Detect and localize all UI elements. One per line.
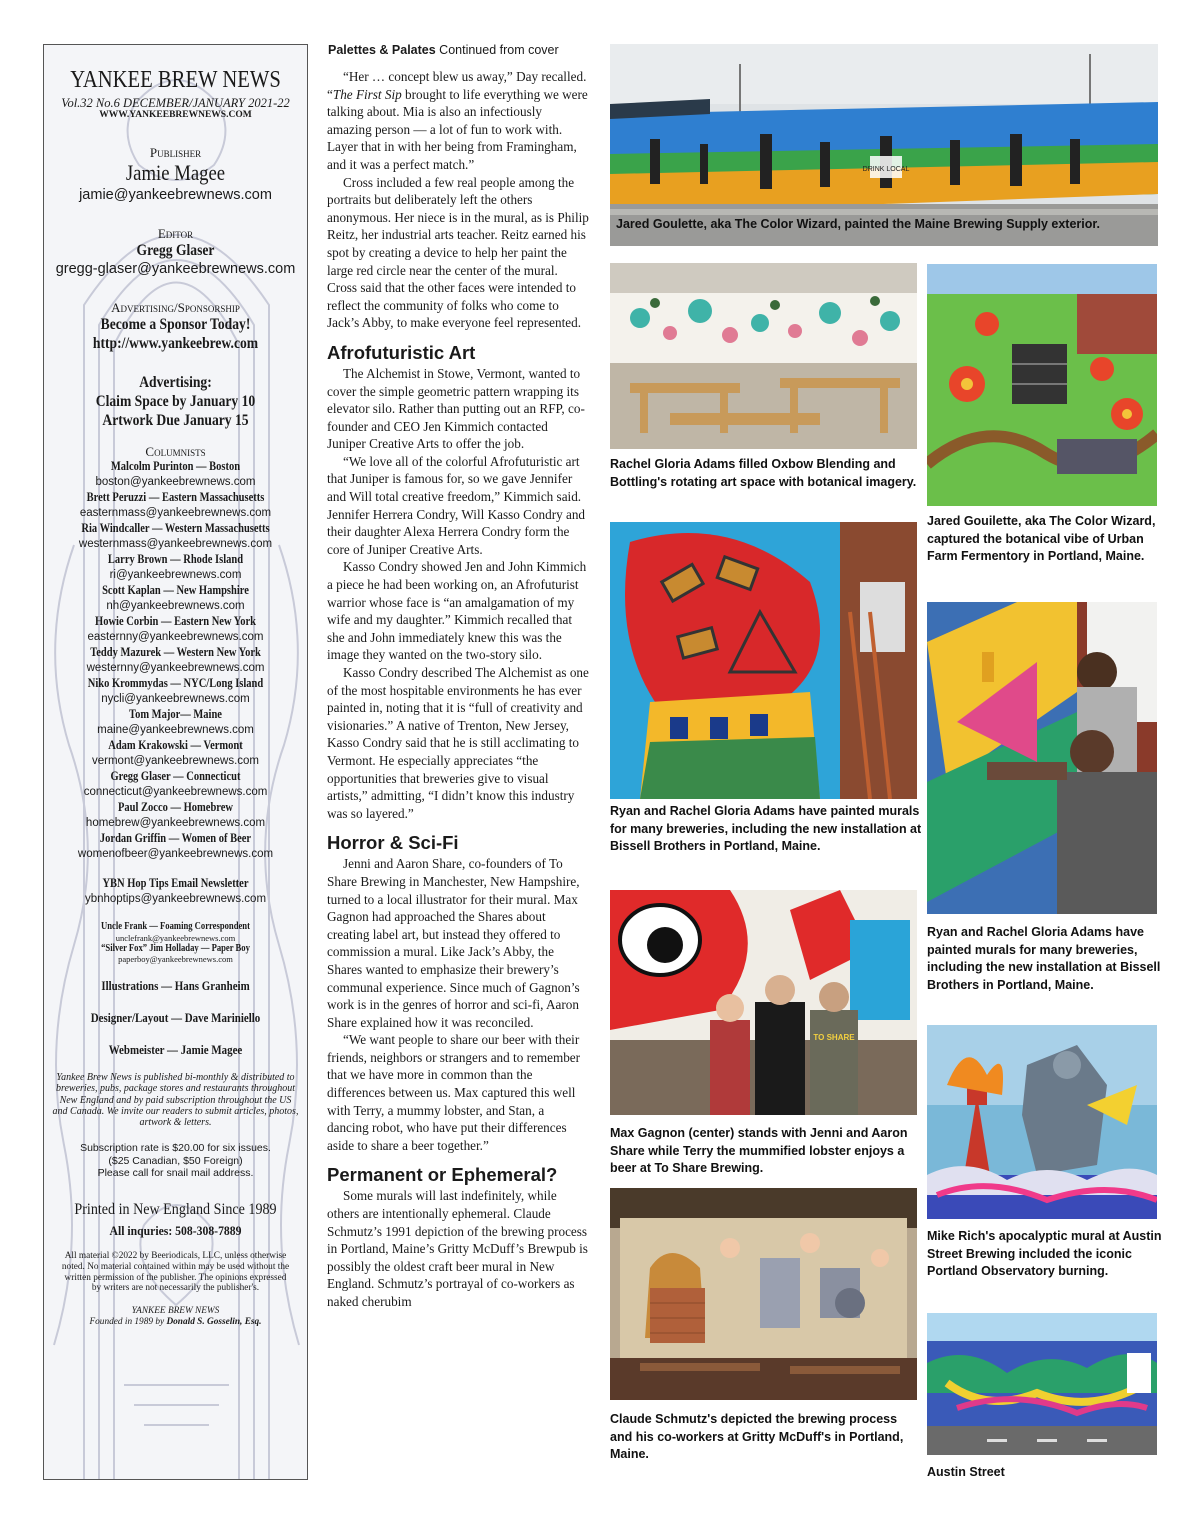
caption-maine-brewing-supply: Jared Goulette, aka The Color Wizard, painted the Maine Brewing Supply exterior. <box>616 217 1101 231</box>
continued-header <box>328 42 589 58</box>
columnist-email[interactable]: easternny@yankeebrewnews.com <box>87 630 264 643</box>
group-photo-image <box>610 890 917 1115</box>
section-heading-afrofuturistic: Afrofuturistic Art <box>327 341 476 363</box>
advertising-deadline-space: Claim Space by January 10 <box>95 393 256 410</box>
caption-bissell-1: Ryan and Rachel Gloria Adams have painted murals for many breweries, including the new installation at Bissell Brothers in Portland, Maine. <box>610 804 922 853</box>
legal-notice: All material ©2022 by Beeriodicals, LLC, unless otherwise noted. No material contained within may be used without the written permission of the publisher. The opinions expressed by writers are not necessarily the publisher's. <box>61 1250 290 1294</box>
photo-austin-street <box>927 1313 1157 1455</box>
drink-local-sign: DRINK LOCAL <box>862 166 910 173</box>
columnist-name: Jordan Griffin — Women of Beer <box>99 831 252 845</box>
uncle-frank-email[interactable]: unclefrank@yankeebrewnews.com <box>115 932 236 943</box>
inquiries-phone: All inquries: 508-308-7889 <box>109 1222 242 1238</box>
columnist-email[interactable]: connecticut@yankeebrewnews.com <box>83 785 268 798</box>
columnist-name: Paul Zocco — Homebrew <box>117 800 234 814</box>
columnist-email[interactable]: ri@yankeebrewnews.com <box>109 568 242 581</box>
columnist-email[interactable]: easternmass@yankeebrewnews.com <box>79 506 272 519</box>
columnist-name: Malcolm Purinton — Boston <box>110 459 241 473</box>
designer-credit: Designer/Layout — Dave Mariniello <box>90 1010 261 1025</box>
publisher-label: Publisher <box>149 145 202 160</box>
artists-at-work-image <box>927 602 1157 914</box>
botanical-wall-image <box>927 264 1157 506</box>
sponsorship-url[interactable]: http://www.yankeebrew.com <box>92 335 259 352</box>
uncle-frank-credit: Uncle Frank — Foaming Correspondent <box>101 921 250 932</box>
website-url[interactable]: WWW.YANKEEBREWNEWS.COM <box>99 110 252 120</box>
columnist-name: Tom Major— Maine <box>129 707 222 721</box>
publisher-email[interactable]: jamie@yankeebrewnews.com <box>79 187 272 203</box>
photo-gritty-mcduffs <box>610 1188 917 1400</box>
article-paragraph: Kasso Condry described The Alchemist as one of the most hospitable environments he has ever painted in, noting that it is “full of creativity and visionaries.” A native of Trenton, New Jersey, Kasso Condry said that he is still acclimating to Vermont. He especially appreciates “the opportunities that breweries give to visual artists,” admitting, “I didn’t know this industry was so layered.” <box>327 665 589 821</box>
advertising-deadline-artwork: Artwork Due January 15 <box>102 412 249 429</box>
to-share-shirt-text: TO SHARE <box>813 1033 855 1042</box>
article-paragraph: Some murals will last indefinitely, while others are intentionally ephemeral. Claude Schmutz’s 1991 depiction of the brewing process in Portland, Maine’s Gritty McDuff’s Brewpub is possibly the oldest craft beer mural in New England. Schmutz’s portrayal of co-workers as naked cherubim <box>327 1188 588 1309</box>
columnist-name: Howie Corbin — Eastern New York <box>95 614 256 628</box>
publisher-name: Jamie Magee <box>125 160 226 185</box>
caption-oxbow: Rachel Gloria Adams filled Oxbow Blending and Bottling's rotating art space with botanical imagery. <box>610 457 917 489</box>
subscription-rate: Subscription rate is $20.00 for six issues. <box>80 1142 271 1155</box>
columnist-name: Gregg Glaser — Connecticut <box>110 769 241 783</box>
columnist-email[interactable]: nycli@yankeebrewnews.com <box>101 692 250 705</box>
columnist-name: Ria Windcaller — Western Massachusetts <box>81 521 270 535</box>
printed-since: Printed in New England Since 1989 <box>74 1200 277 1218</box>
editor-label: Editor <box>157 226 194 241</box>
columnist-email[interactable]: vermont@yankeebrewnews.com <box>92 754 259 767</box>
photo-bissell-mural <box>610 522 917 799</box>
caption-austin-street: Austin Street <box>927 1465 1005 1479</box>
photo-urban-farm <box>927 264 1157 506</box>
caption-to-share: Max Gagnon (center) stands with Jenni and Aaron Share while Terry the mummified lobster enjoys a beer at To Share Brewing. <box>610 1126 908 1175</box>
masthead-sidebar <box>43 44 308 1480</box>
article-paragraph: Cross included a few real people among the portraits but deliberately left the others anonymous. Her niece is in the mural, as is Philip Reitz, her industrial arts teacher. Reitz earned his spot by creating a device to help her paint the large red circle near the center of the mural. Cross said that the other faces were intended to reflect the community of folks who come to Jack’s Abby, to make everyone feel represented. <box>327 174 589 331</box>
columnist-name: Teddy Mazurek — Western New York <box>90 645 261 659</box>
article-column <box>327 42 589 1311</box>
masthead-title: YANKEE BREW NEWS <box>70 67 281 93</box>
brewing-process-mural-image <box>610 1188 917 1400</box>
columnist-name: Adam Krakowski — Vermont <box>108 738 243 752</box>
apocalyptic-mural-image <box>927 1025 1157 1219</box>
editor-email[interactable]: gregg-glaser@yankeebrewnews.com <box>55 261 296 277</box>
issue-volume: Vol.32 No.6 DECEMBER/JANUARY 2021-22 <box>61 96 290 110</box>
book-title: The First Sip <box>332 86 402 102</box>
article-paragraph: Jenni and Aaron Share, co-founders of To Share Brewing in Manchester, New Hampshire, turned to a local illustrator for their mural. Max Gagnon had approached the Shares about creating label art, but instead they offered to commission a mural. Like Jack’s Abby, the Shares wanted to emphasize their brewery’s communal experience. Since much of Gagnon’s work is in the genres of horror and sci-fi, Aaron Share explained how it was reconciled. <box>327 856 580 1030</box>
paragraph-text: brought to life everything we were talking about. Mia is also an infectiously amazing person — a lot of fun to work with. Layer that in with her being from Framingham, and it was a perfect match.” <box>327 86 588 172</box>
webmeister-credit: Webmeister — Jamie Magee <box>108 1042 243 1057</box>
photo-to-share-brewing <box>610 890 917 1115</box>
section-heading-permanent: Permanent or Ephemeral? <box>327 1164 558 1186</box>
columnist-email[interactable]: westernny@yankeebrewnews.com <box>86 661 265 674</box>
paragraph-text: “Her … concept blew us away,” Day recalled. “ <box>327 69 587 102</box>
caption-austin-mural: Mike Rich's apocalyptic mural at Austin Street Brewing included the iconic Portland Observatory burning. <box>927 1229 1162 1278</box>
article-paragraph <box>327 68 589 174</box>
columnist-email[interactable]: westernmass@yankeebrewnews.com <box>78 537 273 550</box>
photo-oxbow-interior <box>610 263 917 449</box>
photo-artists-painting <box>927 602 1157 914</box>
caption-bissell-2: Ryan and Rachel Gloria Adams have painted murals for many breweries, including the new installation at Bissell Brothers in Portland, Maine. <box>927 925 1161 992</box>
illustrations-credit: Illustrations — Hans Granheim <box>101 978 250 993</box>
section-heading-horror: Horror & Sci-Fi <box>327 832 459 854</box>
photo-maine-brewing-supply <box>610 44 1158 246</box>
subscription-foreign: ($25 Canadian, $50 Foreign) <box>108 1154 243 1167</box>
abstract-mural-image <box>610 522 917 799</box>
columnist-email[interactable]: maine@yankeebrewnews.com <box>97 723 254 736</box>
footer-title: YANKEE BREW NEWS <box>131 1306 220 1317</box>
columnist-name: Brett Peruzzi — Eastern Massachusetts <box>86 490 265 504</box>
columnist-email[interactable]: nh@yankeebrewnews.com <box>106 599 245 612</box>
columnist-name: Larry Brown — Rhode Island <box>107 552 244 566</box>
paper-boy-email[interactable]: paperboy@yankeebrewnews.com <box>118 954 233 964</box>
article-paragraph: “We love all of the colorful Afrofuturistic art that Juniper is famous for, so we gave Jennifer and Will total creative freedom,” Kimmich said. Jennifer Herrera Condry, Will Kasso Condry and their daughter Alexa Herrera Condry form the core of Juniper Creative Arts. <box>327 453 586 557</box>
sponsorship-line: Become a Sponsor Today! <box>100 316 251 333</box>
newsletter-email[interactable]: ybnhoptips@yankeebrewnews.com <box>84 892 267 905</box>
about-paragraph: Yankee Brew News is published bi-monthly & distributed to breweries, pubs, package stores and restaurants throughout New England and by paid subscription throughout the US and Canada. We invite our readers to submit articles, photos, artwork & letters. <box>52 1072 299 1129</box>
subscription-mail: Please call for snail mail address. <box>97 1167 254 1180</box>
paper-boy-credit: “Silver Fox” Jim Holladay — Paper Boy <box>101 942 250 954</box>
article-series-title: Palettes & Palates <box>328 43 436 57</box>
botanical-mural-image <box>610 263 917 449</box>
editor-name: Gregg Glaser <box>136 242 215 259</box>
columnist-name: Scott Kaplan — New Hampshire <box>102 583 249 597</box>
footer-founded-text: Founded in 1989 by <box>89 1317 167 1328</box>
article-paragraph: “We want people to share our beer with their friends, neighbors or strangers and to remember that we have more in common than the differences between us. Max captured this well with Terry, a mummy lobster, and Stan, a dancing robot, who have put their differences aside to share a beer together.” <box>327 1032 581 1153</box>
columnists-label: Columnists <box>145 444 206 459</box>
columnist-email[interactable]: boston@yankeebrewnews.com <box>95 475 256 488</box>
footer-founded <box>50 1317 301 1328</box>
columnist-email[interactable]: womenofbeer@yankeebrewnews.com <box>77 847 274 860</box>
columnist-email[interactable]: homebrew@yankeebrewnews.com <box>85 816 266 829</box>
advertising-label: Advertising: <box>139 374 212 391</box>
article-paragraph: The Alchemist in Stowe, Vermont, wanted to cover the simple geometric pattern wrapping its elevator silo. Rather than putting out an RFP, co-founder and CEO Jen Kimmich contacted Juniper Creative Arts to offer the job. <box>327 365 585 452</box>
sponsorship-label: Advertising/Sponsorship <box>111 300 240 315</box>
continued-note: Continued from cover <box>435 43 559 57</box>
austin-street-exterior-image <box>927 1313 1157 1455</box>
caption-gritty: Claude Schmutz's depicted the brewing process and his co-workers at Gritty McDuff's in Portland, Maine. <box>610 1412 904 1461</box>
caption-urban-farm: Jared Gouilette, aka The Color Wizard, captured the botanical vibe of Urban Farm Fermentory in Portland, Maine. <box>927 514 1156 563</box>
founder-name: Donald S. Gosselin, Esq. <box>166 1317 262 1328</box>
columnists-list <box>50 459 301 862</box>
photo-austin-apocalyptic <box>927 1025 1157 1219</box>
mural-building-image <box>610 44 1158 246</box>
newsletter-name: YBN Hop Tips Email Newsletter <box>102 876 249 890</box>
columnist-name: Niko Krommydas — NYC/Long Island <box>87 676 264 690</box>
article-paragraph: Kasso Condry showed Jen and John Kimmich a piece he had been working on, an Afrofuturist warrior whose face is “an amalgamation of my wife and my daughter.” Kimmich recalled that she and John immediately knew this was the image they wanted on the two-story silo. <box>327 559 587 663</box>
